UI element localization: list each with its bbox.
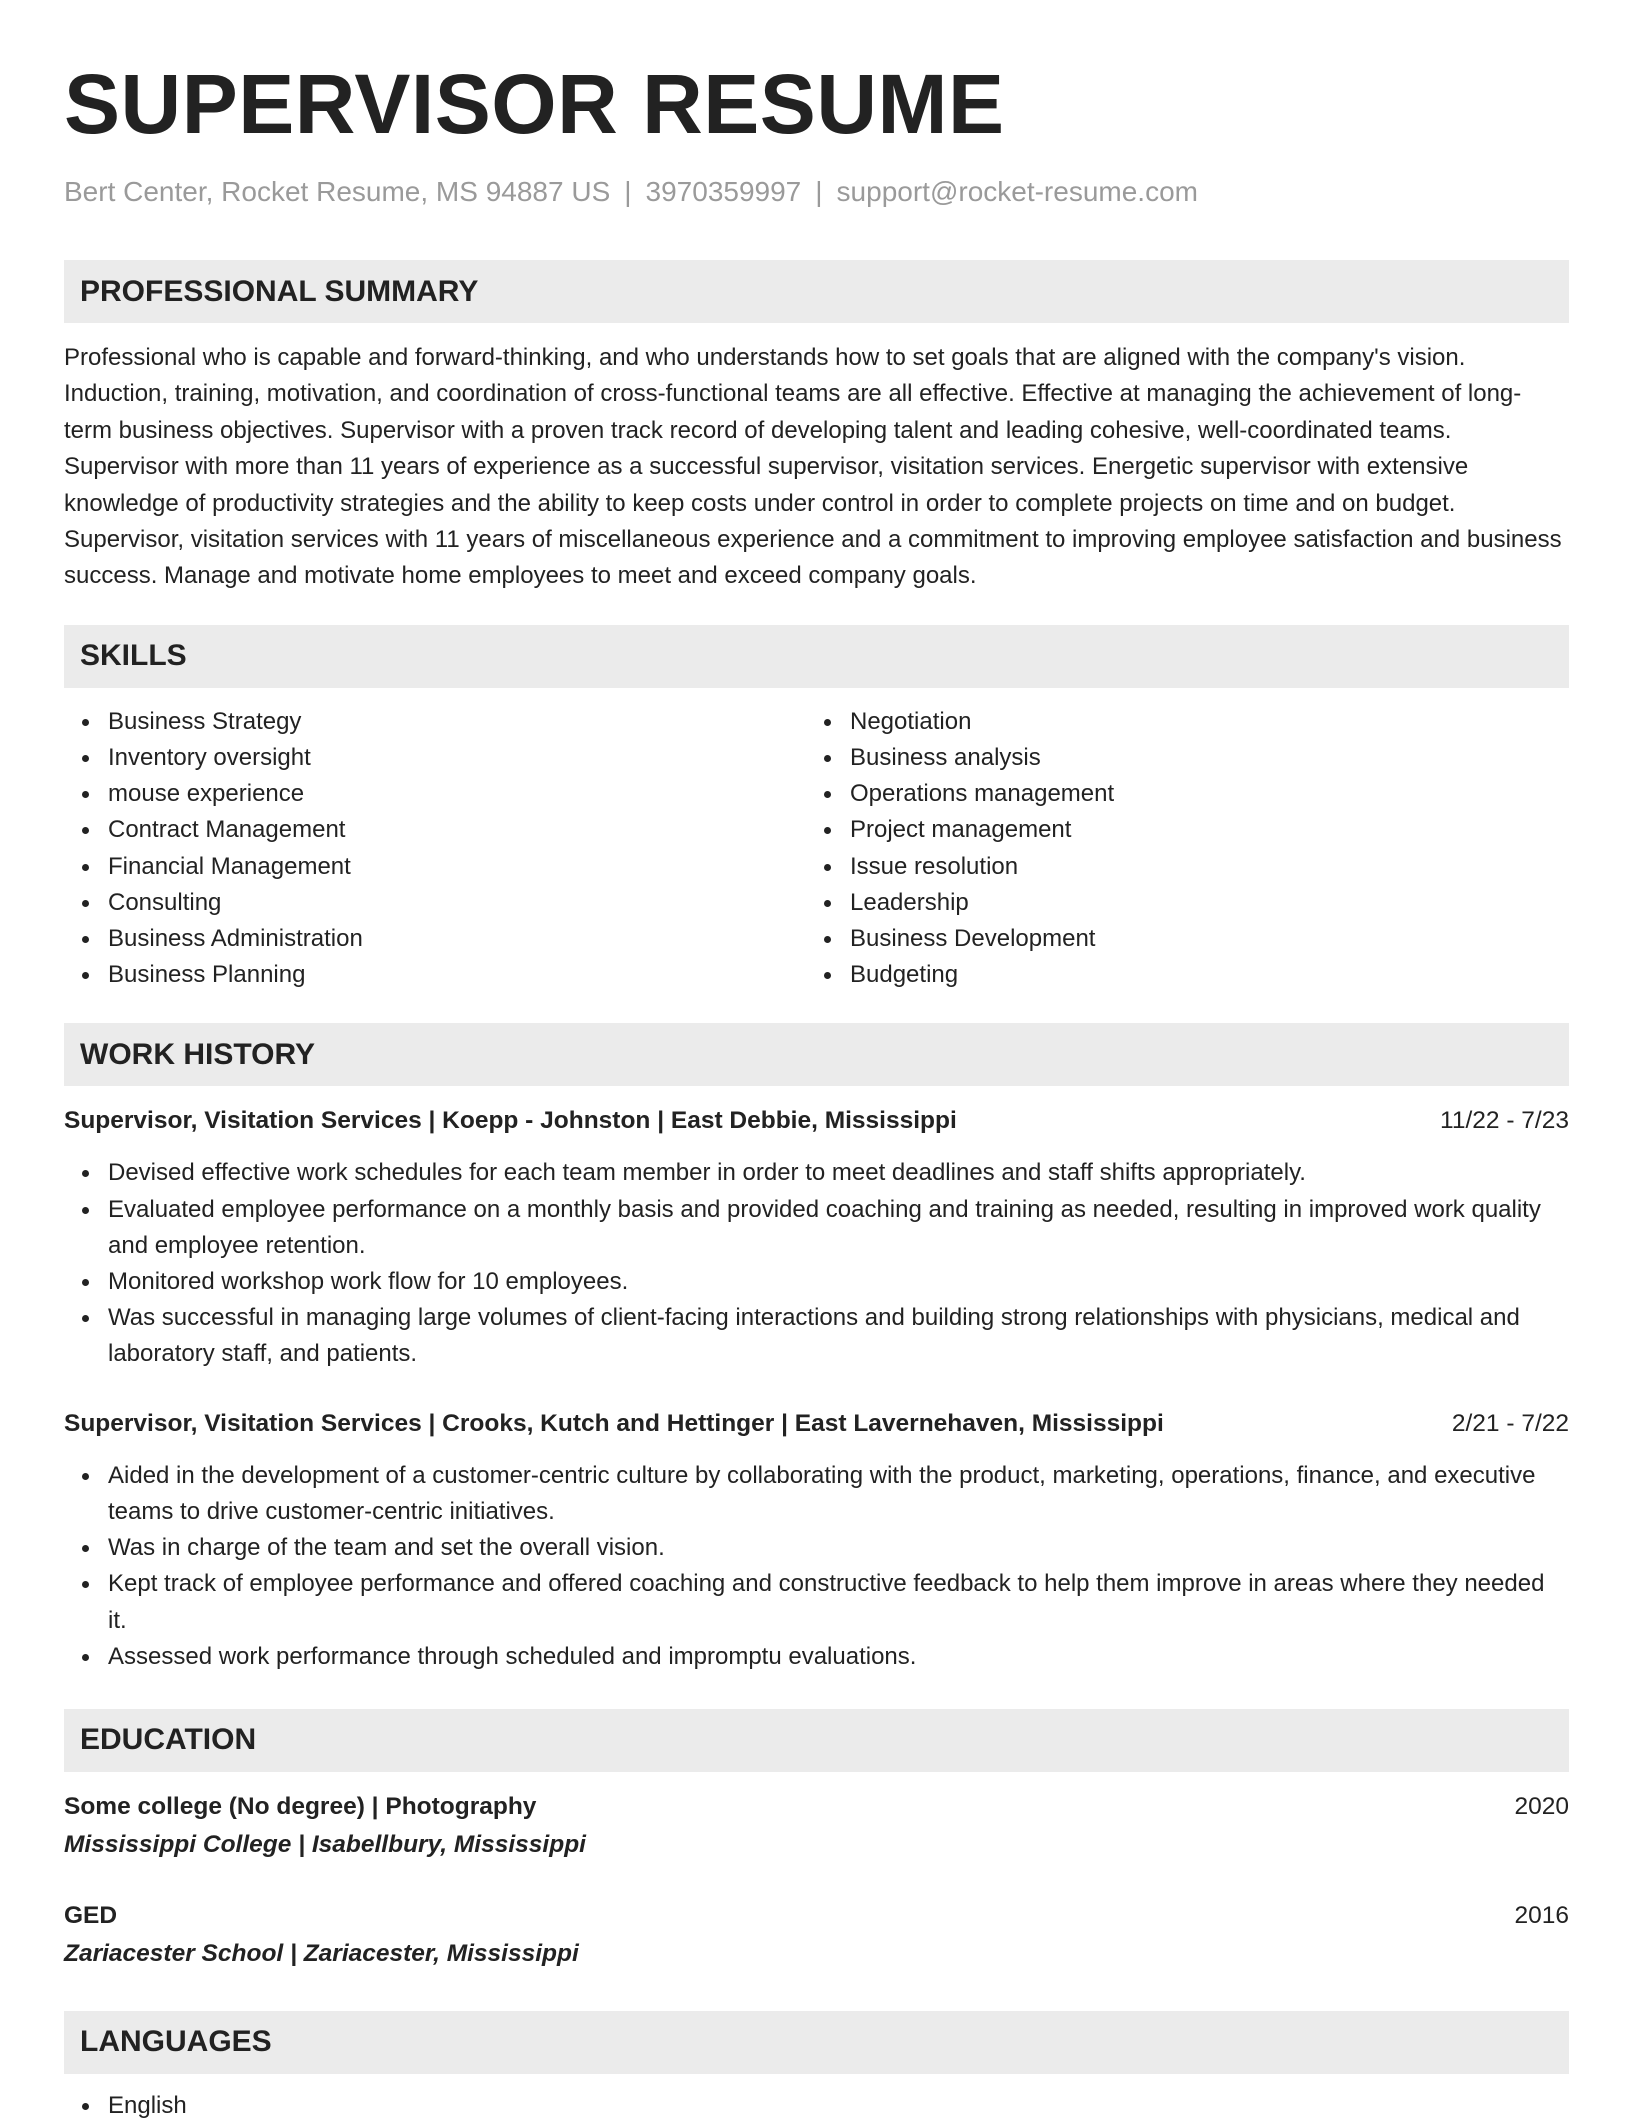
skill-item: Project management <box>850 812 1548 848</box>
education-degree: Some college (No degree) | Photography <box>64 1792 537 1820</box>
contact-separator: | <box>624 176 632 207</box>
contact-address: Bert Center, Rocket Resume, MS 94887 US <box>64 176 611 207</box>
contact-separator: | <box>815 176 823 207</box>
skill-item: mouse experience <box>108 776 806 812</box>
job-bullet: Was in charge of the team and set the overall vision. <box>108 1530 1569 1566</box>
education-degree: GED <box>64 1901 118 1929</box>
skill-item: Business analysis <box>850 740 1548 776</box>
contact-email: support@rocket-resume.com <box>836 176 1198 207</box>
skill-item: Negotiation <box>850 704 1548 740</box>
job-header <box>64 1103 1569 1139</box>
education-year: 2020 <box>1514 1792 1569 1820</box>
section-heading-summary: PROFESSIONAL SUMMARY <box>64 260 1569 323</box>
section-heading-education: EDUCATION <box>64 1709 1569 1772</box>
education-entry <box>64 1898 1569 1972</box>
skill-item: Business Development <box>850 921 1548 957</box>
job-title: Supervisor, Visitation Services | Koepp - Johnston | East Debbie, Mississippi <box>64 1107 957 1135</box>
education-header <box>64 1898 1569 1934</box>
language-item: English <box>108 2088 1569 2124</box>
job-bullet: Kept track of employee performance and offered coaching and constructive feedback to help them improve in areas where they needed it. <box>108 1566 1569 1638</box>
job-dates: 2/21 - 7/22 <box>1451 1409 1569 1437</box>
job-bullet: Evaluated employee performance on a monthly basis and provided coaching and training as needed, resulting in improved work quality and employee retention. <box>108 1192 1569 1264</box>
skill-item: Operations management <box>850 776 1548 812</box>
education-entry <box>64 1789 1569 1863</box>
skill-item: Inventory oversight <box>108 740 806 776</box>
job-bullet: Assessed work performance through scheduled and impromptu evaluations. <box>108 1639 1569 1675</box>
skills-columns <box>64 704 1569 994</box>
summary-text: Professional who is capable and forward-thinking, and who understands how to set goals that are aligned with the company's vision. Induction, training, motivation, and coordination of cross-functional teams are all effective. Effective at managing the achievement of long-term business objectives. Supervisor with a proven track record of developing talent and leading cohesive, well-coordinated teams. Supervisor with more than 11 years of experience as a successful supervisor, visitation services. Energetic supervisor with extensive knowledge of productivity strategies and the ability to keep costs under control in order to complete projects on time and on budget. Supervisor, visitation services with 11 years of miscellaneous experience and a commitment to improving employee satisfaction and business success. Manage and motivate home employees to meet and exceed company goals. <box>64 344 1562 590</box>
job-title: Supervisor, Visitation Services | Crooks, Kutch and Hettinger | East Lavernehaven, Mississippi <box>64 1409 1164 1437</box>
education-school: Zariacester School | Zariacester, Mississippi <box>64 1939 579 1967</box>
section-heading-work-history: WORK HISTORY <box>64 1023 1569 1086</box>
contact-phone: 3970359997 <box>645 176 802 207</box>
skill-item: Issue resolution <box>850 849 1548 885</box>
skill-item: Budgeting <box>850 957 1548 993</box>
job-bullet: Aided in the development of a customer-centric culture by collaborating with the product, marketing, operations, finance, and executive teams to drive customer-centric initiatives. <box>108 1458 1569 1530</box>
resume-name: SUPERVISOR RESUME <box>64 57 1005 151</box>
job-bullet: Devised effective work schedules for each team member in order to meet deadlines and staff shifts appropriately. <box>108 1155 1569 1191</box>
job-bullets <box>64 1458 1569 1675</box>
skill-item: Financial Management <box>108 849 806 885</box>
job-entry <box>64 1103 1569 1372</box>
skills-list-left <box>64 704 806 994</box>
job-bullets <box>64 1155 1569 1372</box>
contact-line <box>64 174 1569 210</box>
skill-item: Business Strategy <box>108 704 806 740</box>
section-heading-languages: LANGUAGES <box>64 2011 1569 2074</box>
job-bullet: Monitored workshop work flow for 10 employees. <box>108 1264 1569 1300</box>
section-heading-skills: SKILLS <box>64 625 1569 688</box>
skill-item: Consulting <box>108 885 806 921</box>
skills-list-right <box>806 704 1548 994</box>
skill-item: Leadership <box>850 885 1548 921</box>
education-header <box>64 1789 1569 1825</box>
education-year: 2016 <box>1514 1901 1569 1929</box>
job-entry <box>64 1406 1569 1675</box>
languages-list <box>64 2088 1569 2124</box>
education-school: Mississippi College | Isabellbury, Mississippi <box>64 1830 586 1858</box>
skill-item: Business Administration <box>108 921 806 957</box>
job-dates: 11/22 - 7/23 <box>1440 1107 1569 1135</box>
skill-item: Business Planning <box>108 957 806 993</box>
skill-item: Contract Management <box>108 812 806 848</box>
job-bullet: Was successful in managing large volumes of client-facing interactions and building strong relationships with physicians, medical and laboratory staff, and patients. <box>108 1300 1569 1372</box>
job-header <box>64 1406 1569 1442</box>
